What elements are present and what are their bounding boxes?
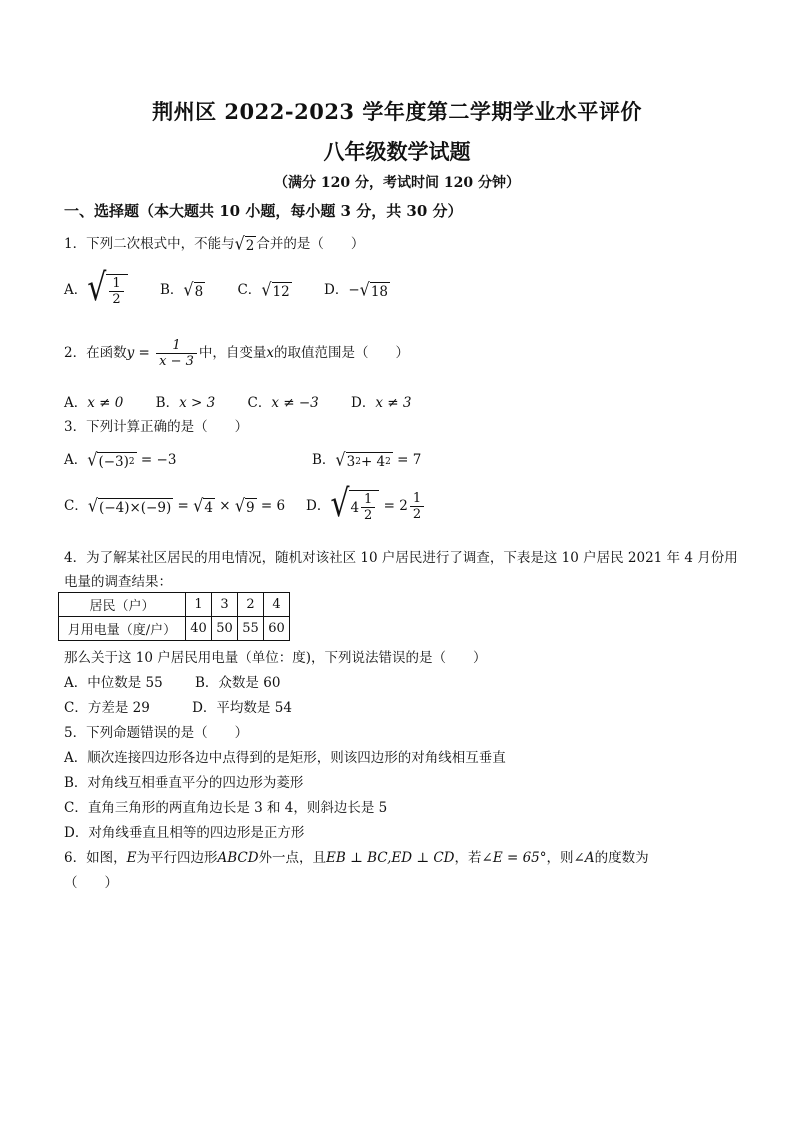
table-cell: 3	[212, 593, 238, 617]
q2-option-c: C．x ≠ −3	[247, 395, 319, 411]
q2-fraction: $\frac{1}{x - 3}$	[156, 338, 197, 369]
q4-options-row-2	[64, 696, 320, 716]
q3-option-c: C． √ (−4)×(−9) = √ 4 × √ 9 = 6	[64, 494, 286, 516]
table-cell: 60	[264, 617, 290, 641]
q5-option-a: A．顺次连接四边形各边中点得到的是矩形，则该四边形的对角线相互垂直	[64, 750, 506, 766]
q3-option-b: B． √ 3 2 + 4 2 = 7	[312, 448, 422, 470]
q1-stem-radical: √ 2	[234, 232, 255, 254]
q4-option-b: B．众数是 60	[195, 675, 281, 691]
table-cell: 1	[186, 593, 212, 617]
exam-subtitle: 八年级数学试题	[323, 139, 471, 164]
q4-stem-line-2: 电量的调查结果：	[64, 574, 172, 590]
table-row	[59, 593, 290, 617]
q3-option-d: D． √ 4 $\frac{1}{2}$ = 2 $\frac{1}{2}$	[306, 490, 426, 523]
table-cell: 4	[264, 593, 290, 617]
table-cell: 40	[186, 617, 212, 641]
q4-option-c: C．方差是 29	[64, 700, 150, 716]
q5-stem: 5．下列命题错误的是（ ）	[64, 725, 249, 741]
q1-stem: 1．下列二次根式中，不能与 √ 2 合并的是（ ）	[64, 232, 365, 254]
table-cell: 2	[238, 593, 264, 617]
q6-answer-paren: （ ）	[64, 875, 118, 891]
q5-option-b: B．对角线互相垂直平分的四边形为菱形	[64, 775, 304, 791]
table-row	[59, 617, 290, 641]
q1-option-a: A． √ $\frac{1}{2}$	[64, 274, 128, 307]
table-cell: 55	[238, 617, 264, 641]
q5-option-c: C．直角三角形的两直角边长是 3 和 4，则斜边长是 5	[64, 800, 388, 816]
section-heading: 一、选择题（本大题共 10 小题，每小题 3 分，共 30 分）	[64, 202, 463, 220]
table-row-header: 月用电量（度/户）	[59, 617, 186, 641]
q4-option-a: A．中位数是 55	[64, 675, 163, 691]
electricity-table	[58, 592, 290, 641]
q2-stem: 2．在函数y = $\frac{1}{x - 3}$ 中，自变量x的取值范围是（ ）	[64, 338, 410, 369]
table-cell: 50	[212, 617, 238, 641]
table-row-header: 居民（户）	[59, 593, 186, 617]
q4-options-row-1	[64, 671, 308, 691]
q1-option-b: B． √ 8	[159, 278, 204, 300]
q5-option-d: D．对角线垂直且相等的四边形是正方形	[64, 825, 305, 841]
q3-option-a: A． √ (−3) 2 = −3	[64, 448, 177, 470]
q1-options	[64, 266, 418, 310]
q4-stem-line-1: 4．为了解某社区居民的用电情况，随机对该社区 10 户居民进行了调查，下表是这 10 户居民 2021 年 4 月份用	[64, 550, 738, 566]
exam-info: （满分 120 分，考试时间 120 分钟）	[274, 175, 520, 191]
q1-option-d: D．− √ 18	[324, 278, 389, 300]
q4-question: 那么关于这 10 户居民用电量（单位：度)，下列说法错误的是（ ）	[64, 650, 487, 666]
q2-option-d: D．x ≠ 3	[351, 395, 412, 411]
q1-option-c: C． √ 12	[237, 278, 290, 300]
q3-stem: 3．下列计算正确的是（ ）	[64, 419, 249, 435]
q2-options	[64, 391, 439, 411]
exam-title: 荆州区 2022-2023 学年度第二学期学业水平评价	[152, 99, 642, 124]
q6-stem: 6．如图，E为平行四边形ABCD外一点，且EB ⊥ BC,ED ⊥ CD，若∠E = 65°，则∠A的度数为	[64, 850, 649, 866]
q2-option-a: A．x ≠ 0	[64, 395, 124, 411]
q2-option-b: B．x > 3	[155, 395, 216, 411]
q4-option-d: D．平均数是 54	[192, 700, 292, 716]
